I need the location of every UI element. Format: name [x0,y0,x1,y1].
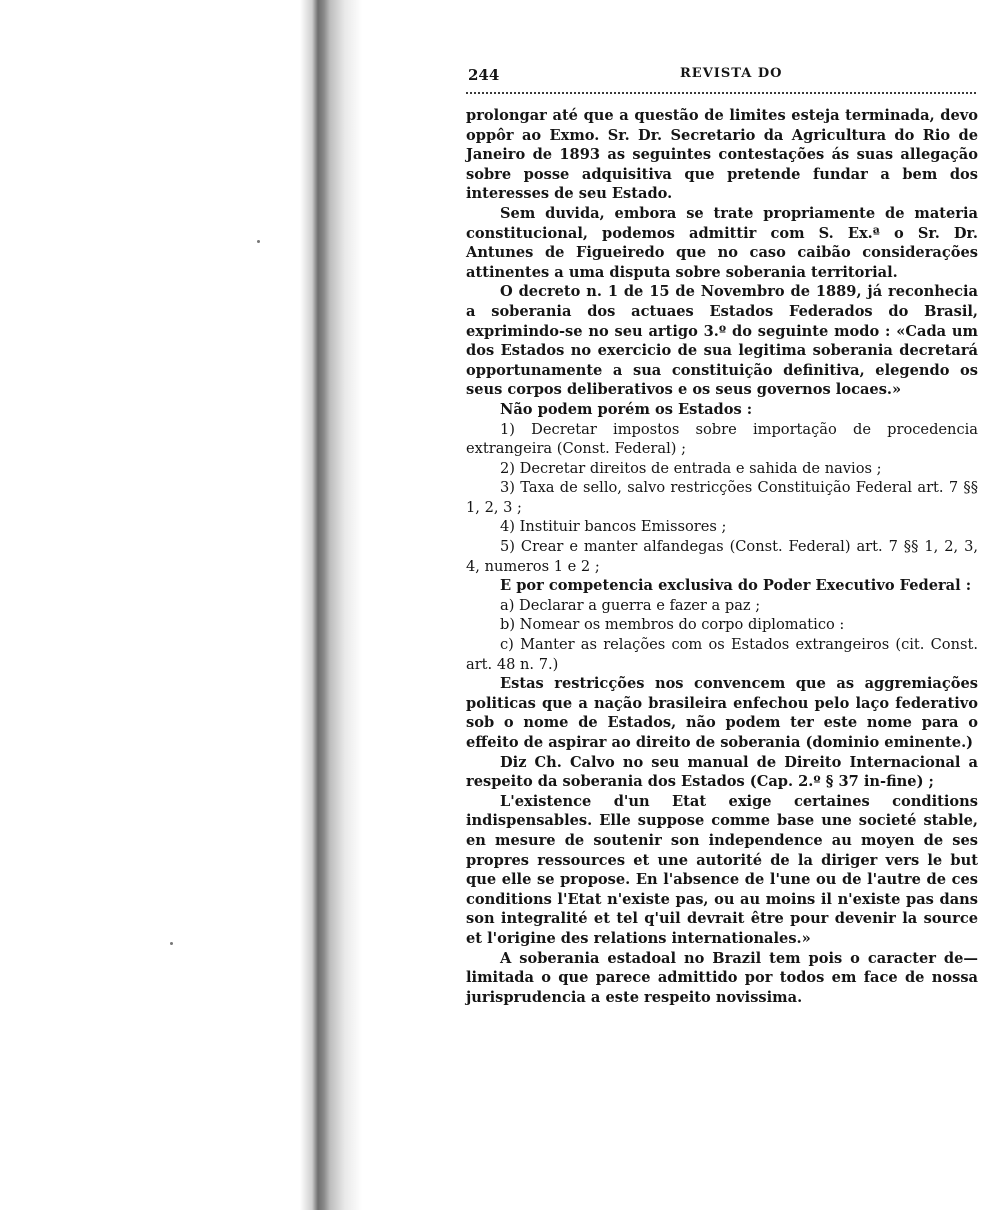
paper-speck [170,942,173,945]
paragraph: A soberania estadoal no Brazil tem pois o caracter de—limitada o que parece admittido por todos em face de nossa jurisprudencia a este respeito novissima. [466,949,978,1006]
paragraph: Diz Ch. Calvo no seu manual de Direito Internacional a respeito da soberania dos Estados (Cap. 2.º § 37 in-fine) ; [466,753,978,791]
paragraph: E por competencia exclusiva do Poder Executivo Federal : [500,577,972,595]
page-body [466,106,978,1007]
paragraph: Sem duvida, embora se trate propriamente de materia constitucional, podemos admittir com S. Ex.ª o Sr. Dr. Antunes de Figueiredo que no caso caibão considerações attinentes a uma disputa sobre soberania territorial. [466,204,978,281]
paragraph: O decreto n. 1 de 15 de Novembro de 1889, já reconhecia a soberania dos actuaes Estados Federados do Brasil, exprimindo-se no seu artigo 3.º do seguinte modo : «Cada um dos Estados no exercicio de sua legitima soberania decretará opportunamente a sua constituição definitiva, elegendo os seus corpos deliberativos e os seus governos locaes.» [466,283,978,399]
list-item: 4) Instituir bancos Emissores ; [500,518,727,536]
page-header [468,66,976,88]
list-item: a) Declarar a guerra e fazer a paz ; [500,596,761,614]
list-item: 1) Decretar impostos sobre importação de procedencia extrangeira (Const. Federal) ; [466,420,978,458]
quotation: L'existence d'un Etat exige certaines conditions indispensables. Elle suppose comme base une societé stable, en mesure de soutenir son independence au moyen de ses propres ressources et une autorité de la diriger vers le but que elle se propose. En l'absence de l'une ou de l'autre de ces conditions l'Etat n'existe pas, ou au moins il n'existe pas dans son integralité et tel q'uil devrait être pour devenir la source et l'origine des relations internationales.» [466,792,978,947]
list-item: 5) Crear e manter alfandegas (Const. Federal) art. 7 §§ 1, 2, 3, 4, numeros 1 e 2 ; [466,538,978,575]
paper-speck [257,240,260,243]
paragraph: Não podem porém os Estados : [500,400,753,418]
paragraph: Estas restricções nos convencem que as aggremiações politicas que a nação brasileira enfechou pelo laço federativo sob o nome de Estados, não podem ter este nome para o effeito de aspirar ao direito de soberania (dominio eminente.) [466,675,978,751]
list-item: 3) Taxa de sello, salvo restricções Constituição Federal art. 7 §§ 1, 2, 3 ; [466,479,978,516]
running-title: REVISTA DO [680,66,783,81]
list-item: 2) Decretar direitos de entrada e sahida de navios ; [500,459,882,477]
list-item: c) Manter as relações com os Estados extrangeiros (cit. Const. art. 48 n. 7.) [466,636,978,673]
book-spine-shadow [0,0,400,1210]
page-number: 244 [468,66,500,84]
header-rule [466,92,976,94]
list-item: b) Nomear os membros do corpo diplomatico : [500,616,845,634]
paragraph: prolongar até que a questão de limites esteja terminada, devo oppôr ao Exmo. Sr. Dr. Secretario da Agricultura do Rio de Janeiro de 1893 as seguintes contestações ás suas allegação sobre posse adquisitiva que pretende fundar a bem dos interesses de seu Estado. [466,107,978,203]
